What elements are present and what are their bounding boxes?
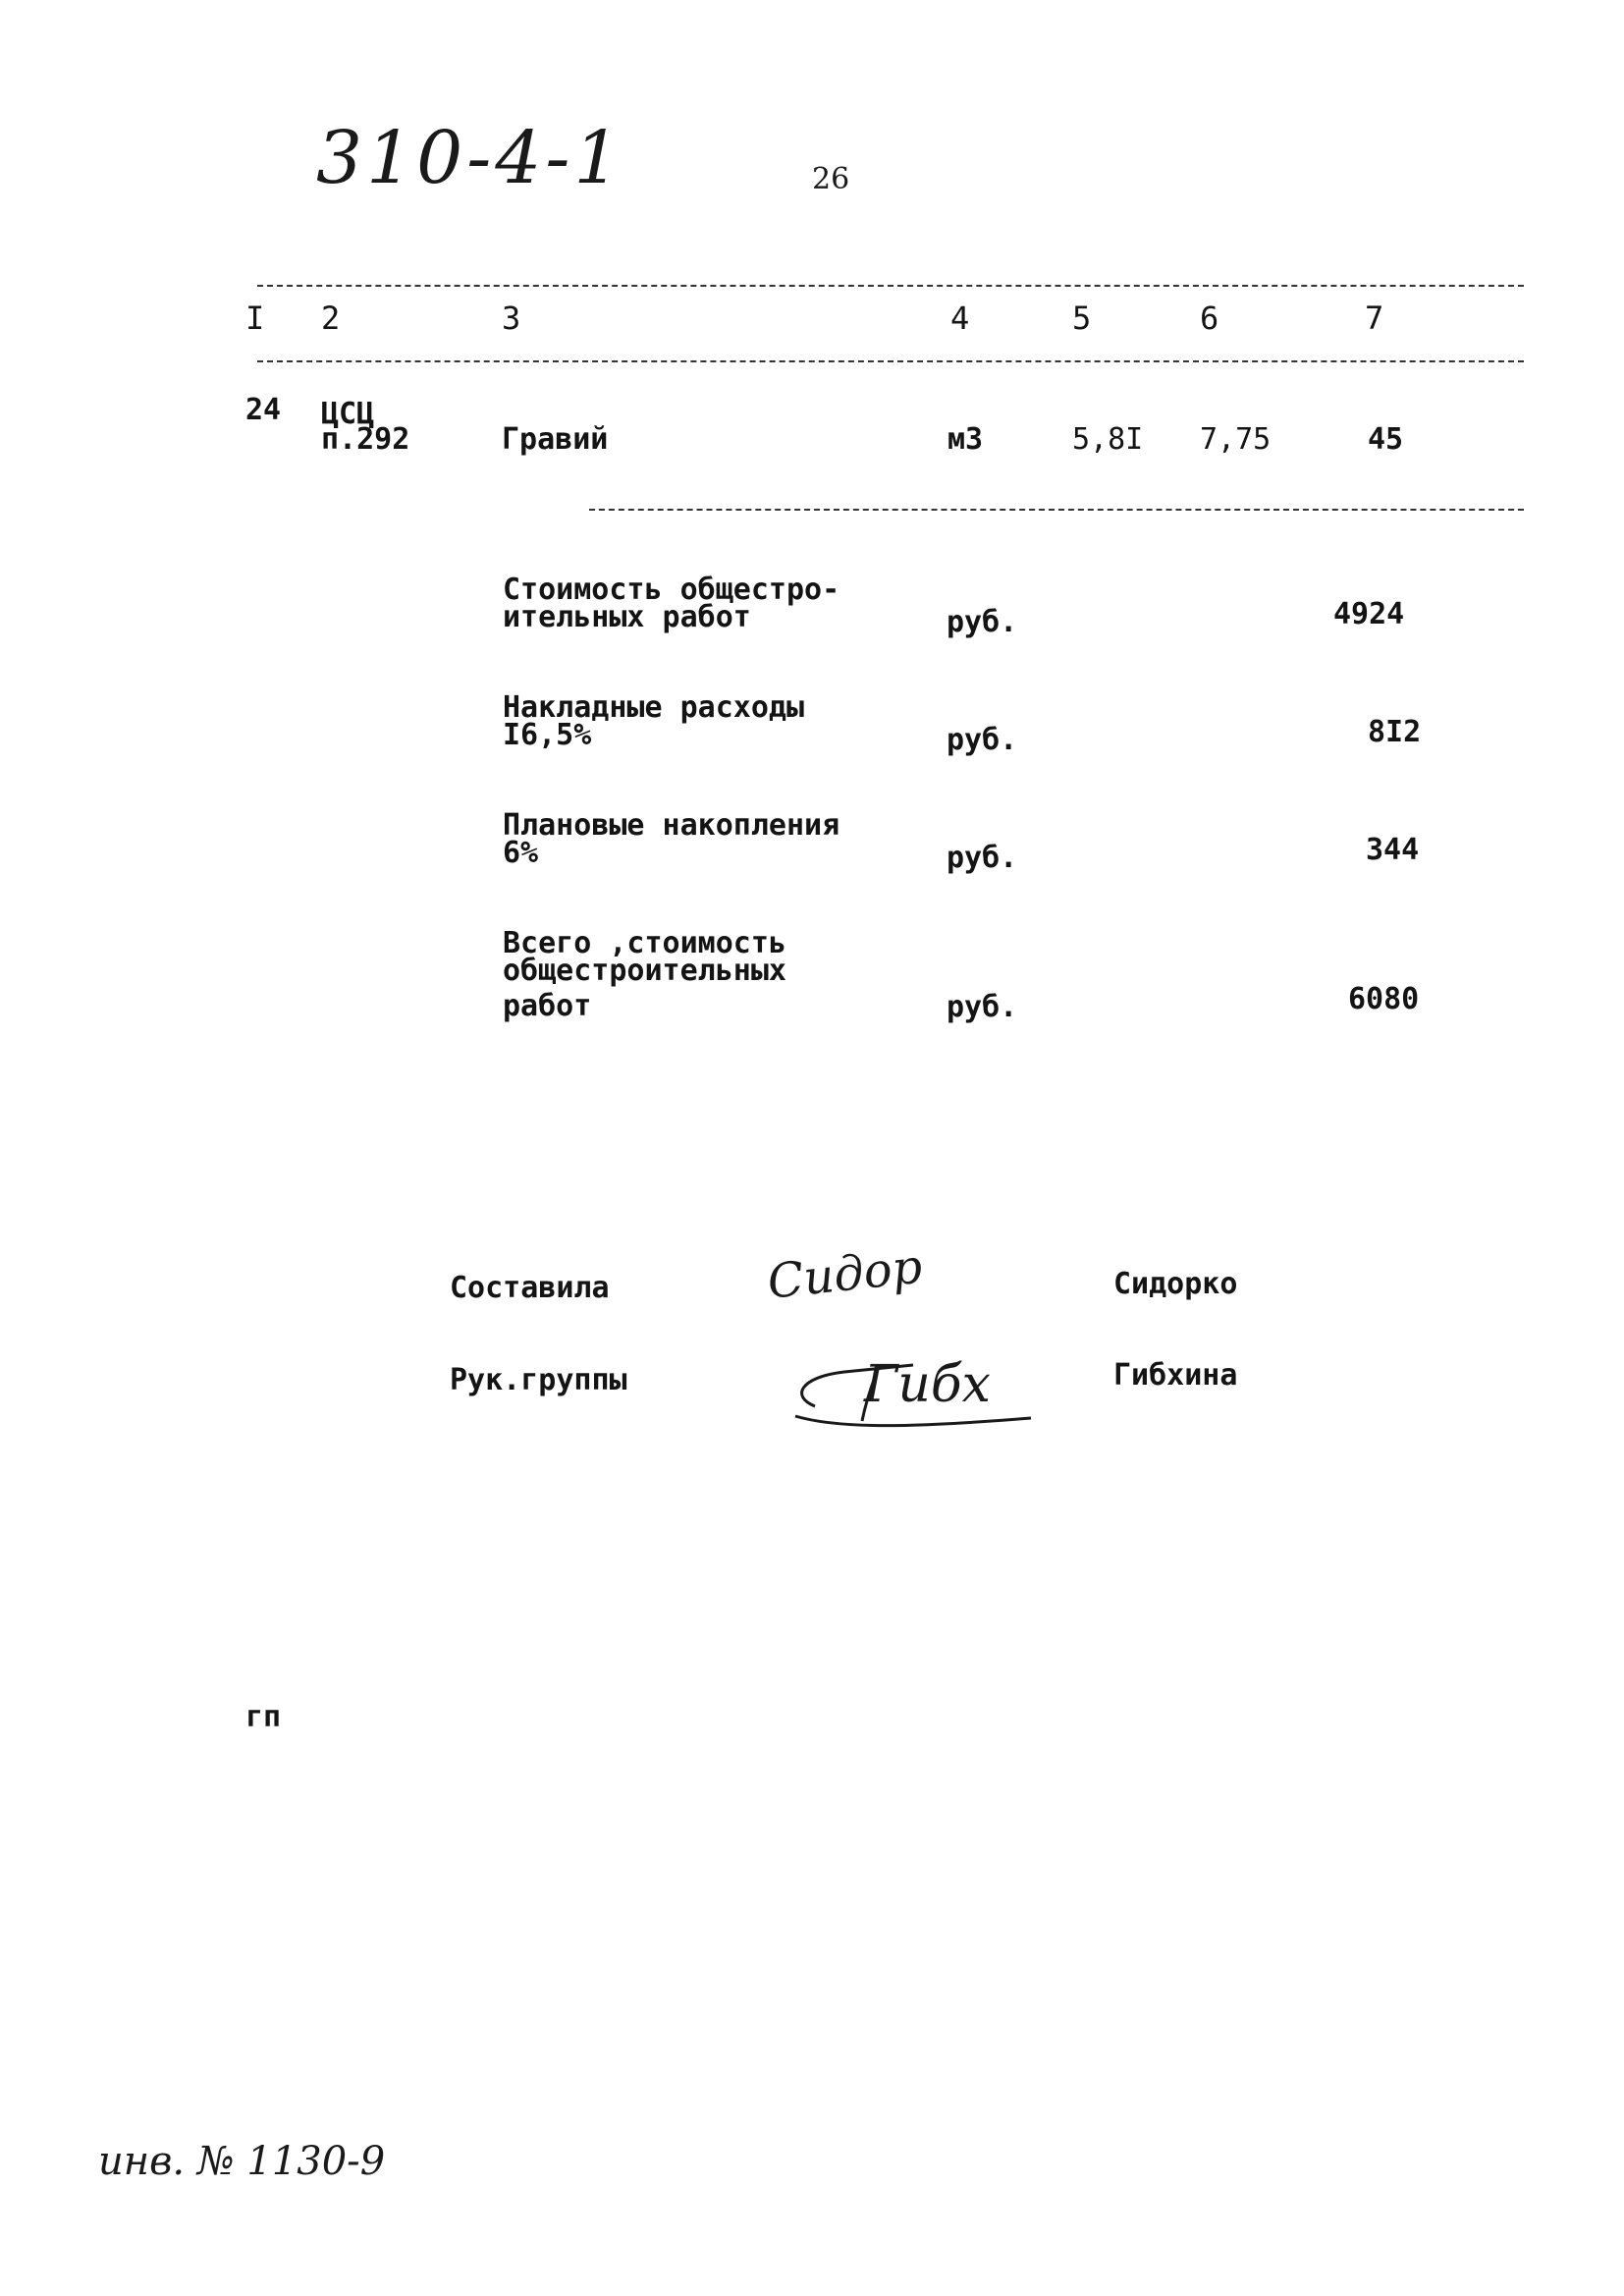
row-number: 24 xyxy=(245,393,282,427)
summary-value: 6080 xyxy=(1348,982,1420,1016)
table-header-bottom-rule xyxy=(257,360,1524,362)
summary-label-line: I6,5% xyxy=(503,718,592,752)
group-head-label: Рук.группы xyxy=(450,1363,627,1397)
row-source-line-1: ЦСЦ xyxy=(321,397,375,431)
group-head-signature: Гибх xyxy=(864,1355,991,1414)
summary-value: 344 xyxy=(1366,833,1420,867)
row-material-name: Гравий xyxy=(502,422,609,457)
summary-label-line: 6% xyxy=(503,836,539,870)
summary-label-line: Всего ,стоимость xyxy=(503,926,786,960)
summary-label-line: общестроительных xyxy=(503,954,786,988)
summary-unit: руб. xyxy=(947,990,1018,1024)
summary-label-line: Накладные расходы xyxy=(503,690,805,725)
summary-label-line: работ xyxy=(503,989,592,1023)
summary-label-line: Плановые накопления xyxy=(503,808,840,843)
compiled-by-signature: Сидор xyxy=(765,1238,925,1310)
row-col5-value: 5,8I xyxy=(1072,422,1144,457)
column-header-2: 2 xyxy=(321,300,341,337)
row-source-line-2: п.292 xyxy=(321,422,410,457)
summary-value: 8I2 xyxy=(1368,715,1422,749)
summary-value: 4924 xyxy=(1333,597,1405,631)
table-top-rule xyxy=(257,285,1524,287)
row-col6-value: 7,75 xyxy=(1200,422,1272,457)
column-header-7: 7 xyxy=(1365,300,1384,337)
compiled-by-name: Сидорко xyxy=(1113,1267,1238,1301)
row-col7-value: 45 xyxy=(1368,422,1404,457)
row-unit: м3 xyxy=(947,422,984,457)
summary-unit: руб. xyxy=(947,723,1018,757)
summary-unit: руб. xyxy=(947,605,1018,639)
summary-unit: руб. xyxy=(947,841,1018,875)
summary-label-line: Стоимость общестро- xyxy=(503,573,840,607)
column-header-4: 4 xyxy=(950,300,970,337)
document-code: 310-4-1 xyxy=(316,116,624,200)
column-header-5: 5 xyxy=(1072,300,1092,337)
row-bottom-rule xyxy=(589,509,1524,511)
group-head-name: Гибхина xyxy=(1113,1358,1238,1393)
column-header-3: 3 xyxy=(502,300,521,337)
page-number: 26 xyxy=(812,162,850,196)
inventory-number: инв. № 1130-9 xyxy=(98,2139,386,2184)
compiled-by-label: Составила xyxy=(450,1271,610,1305)
column-header-6: 6 xyxy=(1200,300,1219,337)
column-header-1: I xyxy=(245,300,265,337)
summary-label-line: ительных работ xyxy=(503,600,751,634)
footer-mark: гп xyxy=(245,1700,282,1734)
